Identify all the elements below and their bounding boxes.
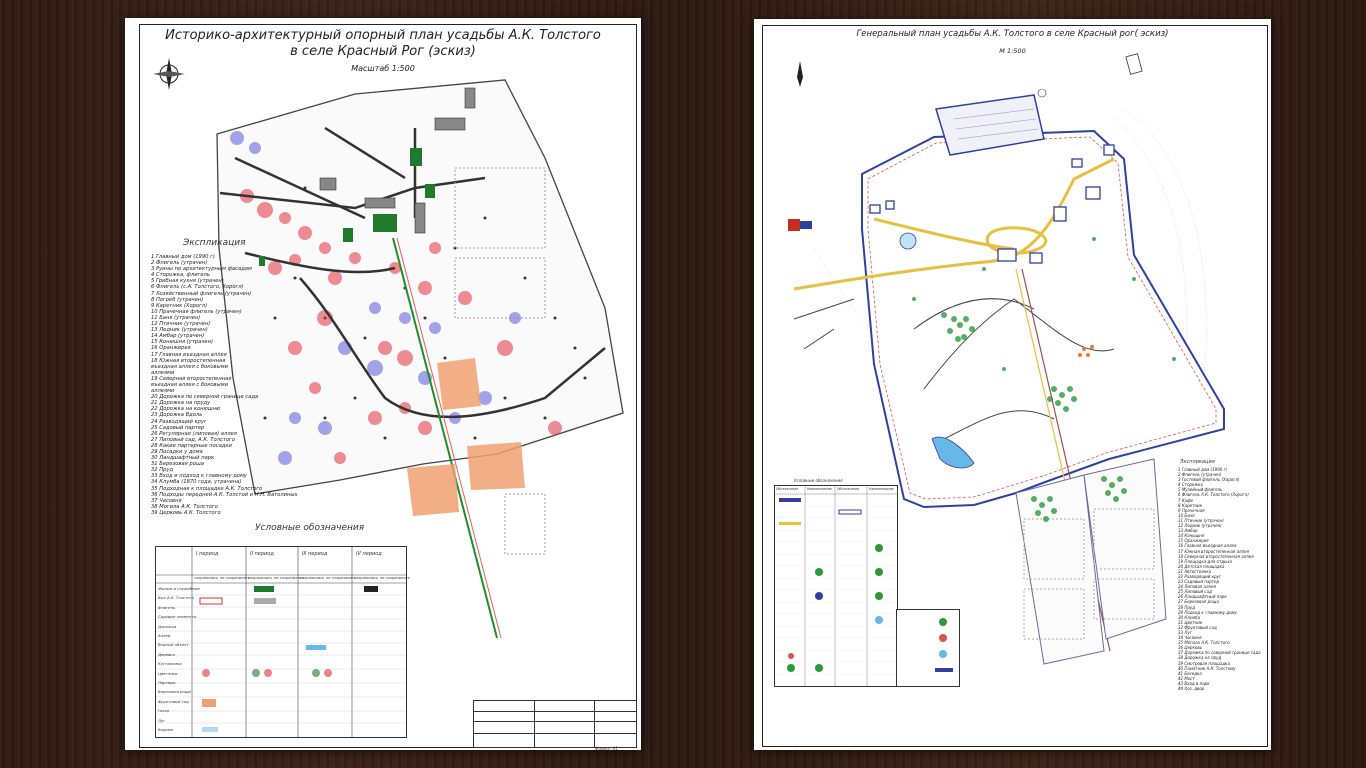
legend-subcolumn: сохранились bbox=[354, 576, 379, 580]
explication-item: 9 Каретник (Хорогл) bbox=[151, 302, 208, 309]
explication-item: 34 Часовня bbox=[1178, 635, 1202, 641]
explication-item: 29 Подход к главному дому bbox=[1178, 609, 1237, 615]
sheet-scale: М 1:500 bbox=[999, 47, 1026, 55]
left-drawing-sheet bbox=[125, 18, 641, 750]
legend-subcolumn: не сохранились bbox=[274, 576, 304, 580]
explication-item: 27 Липовый сад, А.К. Толстого bbox=[151, 436, 235, 443]
explication-item: 21 Автостоянка bbox=[1178, 568, 1212, 574]
explication-item: 1 Главный дом (1990 г) bbox=[151, 254, 215, 260]
title-block bbox=[473, 700, 637, 748]
explication-item: 1 Главный дом (1990 г) bbox=[1178, 467, 1228, 472]
explication-item: 31 Березовая роща bbox=[151, 461, 204, 468]
explication-item: аллеями bbox=[151, 388, 175, 395]
legend-title: Условные обозначения bbox=[255, 523, 365, 533]
explication-item: 4 Сторожка, флигель bbox=[151, 272, 210, 279]
explication-item: 13 Амбар bbox=[1178, 528, 1198, 534]
explication-item: 33 Луг bbox=[1178, 630, 1192, 635]
explication-item: 18 Южная второстепенная bbox=[151, 357, 226, 364]
explication-item: 6 Флигель (с.А. Толстого, Хорогл) bbox=[151, 284, 244, 291]
legend-table-extra bbox=[896, 609, 960, 687]
explication-item: 20 Детская площадка bbox=[1178, 563, 1225, 569]
explication-list bbox=[151, 254, 298, 516]
explication-item: 40 Памятник А.К. Толстому bbox=[1178, 665, 1236, 671]
explication-item: 4 Сторожка bbox=[1178, 482, 1203, 488]
sheet-title-line2: в селе Красный Рог (эскиз) bbox=[290, 44, 476, 59]
explication-item: 32 Фруктовый сад bbox=[1178, 624, 1217, 630]
explication-list bbox=[1178, 467, 1261, 691]
explication-item: 16 Оранжерея bbox=[151, 345, 191, 352]
legend-column-header: Обозначение bbox=[776, 487, 799, 491]
explication-item: 8 Каретник bbox=[1178, 502, 1203, 508]
explication-title: Экспликация bbox=[183, 238, 246, 248]
legend-row-label: Березовая роща bbox=[158, 689, 191, 695]
explication-item: 39 Церковь А.К. Толстого bbox=[151, 509, 221, 516]
legend-row-label: Фруктовый сад bbox=[158, 698, 189, 704]
legend-row-label: Партеры bbox=[158, 680, 176, 685]
explication-item: 14 Амбар (утрачен) bbox=[151, 333, 205, 340]
legend-table bbox=[155, 546, 410, 738]
legend-symbols bbox=[775, 486, 897, 686]
explication-item: 2 Флигель (утрачен) bbox=[151, 260, 208, 267]
explication-item: 15 Конюшня (утрачен) bbox=[151, 339, 214, 346]
explication-item: 13 Ледник (утрачен) bbox=[151, 327, 208, 334]
explication-item: 22 Дорожка на конюшню bbox=[151, 406, 221, 413]
explication-item: 17 Южная второстепенная аллея bbox=[1178, 548, 1250, 554]
legend-column-header: Обозначение bbox=[837, 487, 860, 491]
legend-subcolumn: сохранились bbox=[194, 576, 219, 580]
explication-item: 5 Грибная кухня (утрачен) bbox=[151, 278, 224, 285]
explication-item: 11 Баня (утрачен) bbox=[151, 314, 201, 321]
explication-item: 25 Липовый сад bbox=[1178, 589, 1212, 595]
explication-title: Экспликация bbox=[1180, 459, 1215, 465]
explication-item: 12 Ледник (утрачен) bbox=[1178, 523, 1222, 529]
explication-item: 38 Дорожка на пруд bbox=[1178, 655, 1222, 661]
explication-item: 9 Прачечная bbox=[1178, 507, 1205, 513]
explication-item: 19 Северная второстепенная bbox=[151, 375, 232, 382]
sheet-format: Формат А1 bbox=[595, 746, 618, 750]
explication-item: 30 Ландшафтный парк bbox=[151, 455, 215, 462]
explication-item: 44 Хоз. двор bbox=[1178, 686, 1205, 692]
legend-row-label: Луг bbox=[158, 717, 166, 723]
explication-item: 7 Кафе bbox=[1178, 497, 1193, 503]
explication-item: 2 Флигель (утрачен) bbox=[1178, 472, 1222, 478]
explication-item: 38 Могила А.К. Толстого bbox=[151, 503, 218, 510]
explication-item: 36 Церковь bbox=[1178, 645, 1203, 651]
explication-item: 31 Цветник bbox=[1178, 619, 1203, 625]
explication-item: 5 Музейный флигель bbox=[1178, 487, 1223, 493]
explication-item: 3 Руины по архитектурным фасадам bbox=[151, 266, 252, 273]
explication-item: 37 Дорожка по северной границе сада bbox=[1178, 650, 1261, 656]
explication-item: 25 Садовый партер bbox=[151, 424, 205, 431]
explication-item: 23 Дорожка Вдоль bbox=[151, 412, 203, 419]
explication-item: аллеями bbox=[151, 369, 175, 376]
legend-row-label: Газон bbox=[158, 708, 170, 714]
legend-period-header: I период bbox=[196, 551, 219, 557]
explication-item: 32 Пруд bbox=[151, 467, 174, 474]
explication-item: 19 Площадка для отдыха bbox=[1178, 558, 1233, 564]
legend-subcolumn: сохранились bbox=[248, 576, 273, 580]
explication-item: 12 Птичник (утрачен) bbox=[151, 321, 211, 328]
explication-item: 27 Березовая роща bbox=[1178, 599, 1219, 605]
explication-item: 3 Гостевой флигель (Хорогл) bbox=[1178, 477, 1240, 483]
legend-row-label: Деревья bbox=[158, 651, 175, 657]
explication-item: 42 Мост bbox=[1178, 675, 1195, 681]
explication-item: 6 Флигель А.К. Толстого (Хорогл) bbox=[1178, 492, 1249, 498]
explication-item: 10 Прачечная флигель (утрачен) bbox=[151, 308, 242, 315]
explication-item: 23 Садовый партер bbox=[1178, 579, 1220, 585]
legend-column-header: Наименование bbox=[807, 487, 832, 491]
explication-item: 20 Дорожка по северной границе сада bbox=[151, 394, 259, 401]
legend-row-label: Водный объект bbox=[158, 642, 189, 648]
explication-item: 7 Хозяйственный флигель (утрачен) bbox=[151, 290, 252, 297]
legend-subcolumn: не сохранились bbox=[380, 576, 410, 580]
legend-row-label: Водоем bbox=[158, 727, 174, 732]
explication-item: 17 Главная въездная аллея bbox=[151, 351, 227, 358]
legend-row-label: Дорожки bbox=[158, 623, 177, 629]
legend-row-label: Флигель bbox=[158, 604, 176, 610]
explication-item: 11 Птичник (утрачен) bbox=[1178, 517, 1224, 523]
explication-item: въездная аллея с боковыми bbox=[151, 363, 228, 370]
legend-subcolumn: не сохранились bbox=[326, 576, 356, 580]
legend-column-header: Наименование bbox=[869, 487, 894, 491]
explication-item: 26 Регулярная (липовая) аллея bbox=[151, 430, 237, 437]
right-drawing-sheet bbox=[754, 19, 1271, 750]
explication-item: 28 Пруд bbox=[1178, 604, 1196, 610]
legend-row-label: Кустарники bbox=[158, 661, 182, 667]
explication-item: 41 Беседка bbox=[1178, 670, 1202, 676]
explication-item: 16 Главная въездная аллея bbox=[1178, 543, 1237, 549]
legend-period-header: III период bbox=[302, 551, 328, 557]
explication-item: 24 Разводящий круг bbox=[151, 418, 207, 425]
explication-item: 36 Подходы передней А.К. Толстой и Н.Н. Ватолиных bbox=[151, 491, 298, 498]
explication-item: 10 Баня bbox=[1178, 512, 1195, 518]
explication-item: 18 Северная второстепенная аллея bbox=[1178, 553, 1254, 559]
explication-item: 22 Разводящий круг bbox=[1178, 573, 1221, 579]
explication-item: 30 Клумба bbox=[1178, 614, 1201, 620]
explication-item: 35 Подходная к площадке А.К. Толстого bbox=[151, 485, 263, 492]
legend-period-header: II период bbox=[250, 551, 274, 557]
explication-item: 26 Ландшафтный парк bbox=[1178, 594, 1227, 600]
explication-item: 8 Погреб (утрачен) bbox=[151, 296, 204, 303]
legend-row-label: Жилые и служебные bbox=[158, 586, 200, 591]
legend-subcolumn: не сохранились bbox=[220, 576, 250, 580]
sheet-scale: Масштаб 1:500 bbox=[351, 64, 415, 73]
legend-table bbox=[774, 485, 898, 687]
legend-row-label: Быт А.К. Толстого bbox=[158, 595, 194, 601]
legend-row-label: Цветники bbox=[158, 670, 178, 676]
legend-subcolumn: сохранились bbox=[300, 576, 325, 580]
legend-row-label: Садовые элементы bbox=[158, 614, 197, 620]
explication-item: въездная аллея с боковыми bbox=[151, 381, 228, 388]
legend-extra-symbols bbox=[897, 610, 959, 686]
explication-item: 34 Клумба (1870 года, утрачена) bbox=[151, 479, 242, 486]
sheet-title: Генеральный план усадьбы А.К. Толстого в селе Красный рог( эскиз) bbox=[856, 29, 1169, 39]
explication-item: 37 Часовня bbox=[151, 497, 182, 504]
sheet-title-line1: Историко-архитектурный опорный план усадьбы А.К. Толстого bbox=[165, 28, 601, 43]
legend-row-label: Аллеи bbox=[158, 633, 171, 638]
explication-item: 35 Могила А.К. Толстого bbox=[1178, 640, 1230, 646]
explication-item: 14 Конюшня bbox=[1178, 533, 1205, 539]
explication-item: 43 Вход в парк bbox=[1178, 680, 1210, 686]
explication-item: 28 Какие партерные посадки bbox=[151, 442, 232, 449]
explication-item: 15 Оранжерея bbox=[1178, 538, 1209, 544]
legend-title: Условные обозначения bbox=[794, 478, 843, 483]
explication-item: 33 Вход и подход к главному дому bbox=[151, 473, 247, 480]
legend-period-header: IV период bbox=[356, 551, 382, 557]
explication-item: 24 Липовая аллея bbox=[1178, 584, 1216, 590]
explication-item: 29 Посадки у дома bbox=[151, 449, 203, 455]
explication-item: 39 Смотровая площадка bbox=[1178, 660, 1230, 666]
explication-item: 21 Дорожка на пруду bbox=[151, 400, 211, 407]
